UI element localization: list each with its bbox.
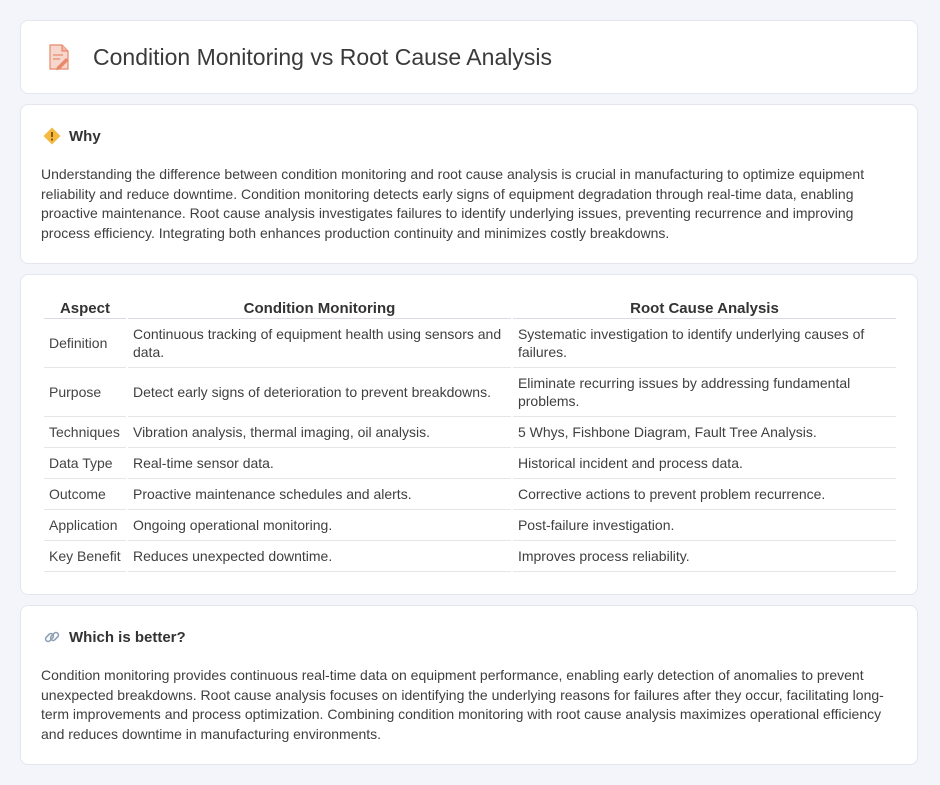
row-condition-monitoring: Reduces unexpected downtime.	[128, 541, 511, 572]
table-header-row	[44, 297, 896, 319]
table-row	[44, 319, 896, 368]
row-condition-monitoring: Continuous tracking of equipment health using sensors and data.	[128, 319, 511, 368]
table-row	[44, 448, 896, 479]
document-edit-icon	[47, 43, 71, 71]
row-root-cause-analysis: Corrective actions to prevent problem recurrence.	[513, 479, 896, 510]
comparison-table-card	[20, 274, 918, 595]
header-condition-monitoring: Condition Monitoring	[128, 297, 511, 319]
why-section	[20, 104, 918, 264]
row-condition-monitoring: Detect early signs of deterioration to prevent breakdowns.	[128, 368, 511, 417]
better-heading	[43, 628, 186, 646]
row-aspect: Key Benefit	[44, 541, 126, 572]
better-title: Which is better?	[69, 628, 186, 646]
comparison-table	[42, 297, 898, 572]
warning-diamond-icon	[43, 127, 61, 145]
table-row	[44, 510, 896, 541]
title-row	[47, 43, 552, 71]
why-heading	[43, 127, 101, 145]
row-root-cause-analysis: Historical incident and process data.	[513, 448, 896, 479]
row-aspect: Purpose	[44, 368, 126, 417]
row-root-cause-analysis: Post-failure investigation.	[513, 510, 896, 541]
page-title: Condition Monitoring vs Root Cause Analysis	[93, 43, 552, 70]
row-aspect: Techniques	[44, 417, 126, 448]
table-row	[44, 368, 896, 417]
why-text: Understanding the difference between condition monitoring and root cause analysis is crucial in manufacturing to optimize equipment reliability and reduce downtime. Condition monitoring detects early signs of equipment degradation through real-time data, enabling proactive maintenance. Root cause analysis investigates failures to identify underlying issues, preventing recurrence and improving process efficiency. Integrating both enhances production continuity and minimizes costly breakdowns.	[41, 166, 865, 241]
better-text: Condition monitoring provides continuous real-time data on equipment performance, enabling early detection of anomalies to prevent unexpected breakdowns. Root cause analysis focuses on identifying the underlying reasons for failures after they occur, facilitating long-term improvements and process optimization. Combining condition monitoring with root cause analysis maximizes operational efficiency and reduces downtime in manufacturing environments.	[41, 667, 884, 742]
row-root-cause-analysis: Systematic investigation to identify underlying causes of failures.	[513, 319, 896, 368]
link-icon	[43, 628, 61, 646]
row-aspect: Data Type	[44, 448, 126, 479]
row-aspect: Outcome	[44, 479, 126, 510]
row-condition-monitoring: Ongoing operational monitoring.	[128, 510, 511, 541]
why-title: Why	[69, 127, 101, 145]
row-root-cause-analysis: 5 Whys, Fishbone Diagram, Fault Tree Analysis.	[513, 417, 896, 448]
table-row	[44, 479, 896, 510]
row-root-cause-analysis: Eliminate recurring issues by addressing fundamental problems.	[513, 368, 896, 417]
row-condition-monitoring: Proactive maintenance schedules and alerts.	[128, 479, 511, 510]
table-row	[44, 541, 896, 572]
header-root-cause-analysis: Root Cause Analysis	[513, 297, 896, 319]
row-aspect: Application	[44, 510, 126, 541]
header-card	[20, 20, 918, 94]
which-is-better-section	[20, 605, 918, 765]
row-root-cause-analysis: Improves process reliability.	[513, 541, 896, 572]
row-condition-monitoring: Vibration analysis, thermal imaging, oil analysis.	[128, 417, 511, 448]
header-aspect: Aspect	[44, 297, 126, 319]
row-condition-monitoring: Real-time sensor data.	[128, 448, 511, 479]
row-aspect: Definition	[44, 319, 126, 368]
table-row	[44, 417, 896, 448]
